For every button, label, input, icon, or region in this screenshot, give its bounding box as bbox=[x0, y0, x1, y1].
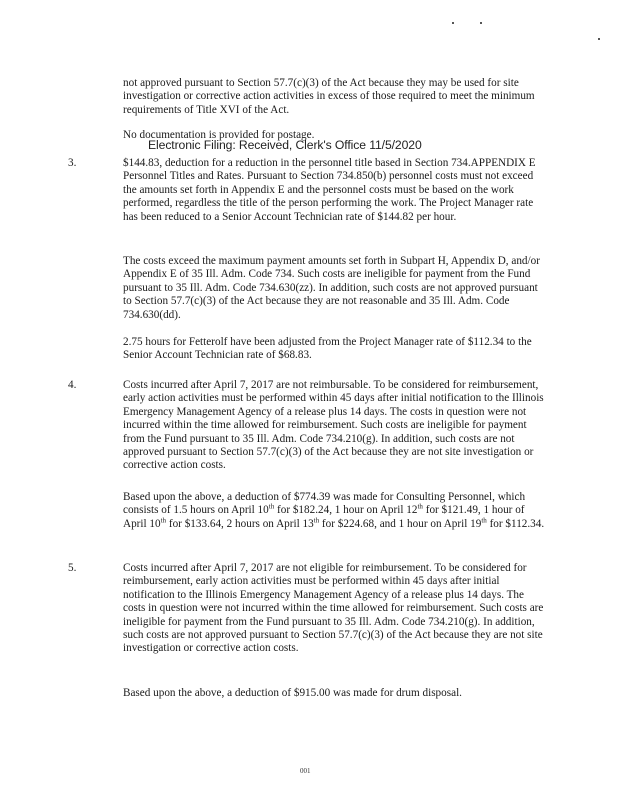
scan-speck bbox=[598, 38, 600, 40]
continuation-paragraph: not approved pursuant to Section 57.7(c)(3) of the Act because they may be used for site investigation or corrective action activities in excess of those required to meet the minimum requirements of Title XVI of the Act. bbox=[123, 77, 535, 116]
item-3-paragraph-1: $144.83, deduction for a reduction in the personnel title based in Section 734.APPENDIX E Personnel Titles and Rates. Pursuant to Section 734.850(b) personnel costs must not exceed the amounts set forth in Appendix E and the personnel costs must be based on the work performed, regardless the title of the person performing the work. The Project Manager rate has been reduced to a Senior Account Technician rate of $144.82 per hour. bbox=[123, 157, 536, 223]
item-4-deduction-paragraph: Based upon the above, a deduction of $774.39 was made for Consulting Personnel, which consists of 1.5 hours on April 10th for $182.24, 1 hour on April 12th for $121.49, 1 hour of April 10th for $133.64, 2 hours on April 13th for $224.68, and 1 hour on April 19th for $112.34. bbox=[123, 491, 545, 530]
item-number: 4. bbox=[68, 379, 77, 391]
item-3-paragraph-3: 2.75 hours for Fetterolf have been adjusted from the Project Manager rate of $112.34 to the Senior Account Technician rate of $68.83. bbox=[123, 336, 532, 362]
page-number: 001 bbox=[300, 767, 311, 775]
filing-stamp: Electronic Filing: Received, Clerk's Office 11/5/2020 bbox=[148, 138, 422, 152]
item-number: 5. bbox=[68, 562, 77, 574]
item-4-paragraph-1: Costs incurred after April 7, 2017 are not reimbursable. To be considered for reimbursement, early action activities must be performed within 45 days after initial notification to the Illinois Emergency Management Agency of a release plus 14 days. The costs in question were not incurred within the time allowed for reimbursement. Such costs are ineligible for payment from the Fund pursuant to 35 Ill. Adm. Code 734.210(g). In addition, such costs are not approved pursuant to Section 57.7(c)(3) of the Act because they are not site investigation or corrective action costs. bbox=[123, 379, 544, 472]
item-5-paragraph-2: Based upon the above, a deduction of $915.00 was made for drum disposal. bbox=[123, 687, 462, 699]
scan-speck bbox=[480, 22, 482, 24]
item-5-paragraph-1: Costs incurred after April 7, 2017 are not eligible for reimbursement. To be considered for reimbursement, early action activities must be performed within 45 days after initial notification to the Illinois Emergency Management Agency of a release plus 14 days. The costs in question were not incurred within the time allowed for reimbursement. Such costs are ineligible for payment from the Fund pursuant to 35 Ill. Adm. Code 734.210(g). In addition, such costs are not approved pursuant to Section 57.7(c)(3) of the Act because they are not site investigation or corrective action costs. bbox=[123, 562, 544, 655]
item-3-paragraph-2: The costs exceed the maximum payment amounts set forth in Subpart H, Appendix D, and/or Appendix E of 35 Ill. Adm. Code 734. Such costs are ineligible for payment from the Fund pursuant to 35 Ill. Adm. Code 734.630(zz). In addition, such costs are not approved pursuant to Section 57.7(c)(3) of the Act because they are not reasonable and 35 Ill. Adm. Code 734.630(dd). bbox=[123, 255, 540, 321]
scan-speck bbox=[452, 22, 454, 24]
item-number: 3. bbox=[68, 157, 77, 169]
postage-note: No documentation is provided for postage. bbox=[123, 129, 315, 141]
